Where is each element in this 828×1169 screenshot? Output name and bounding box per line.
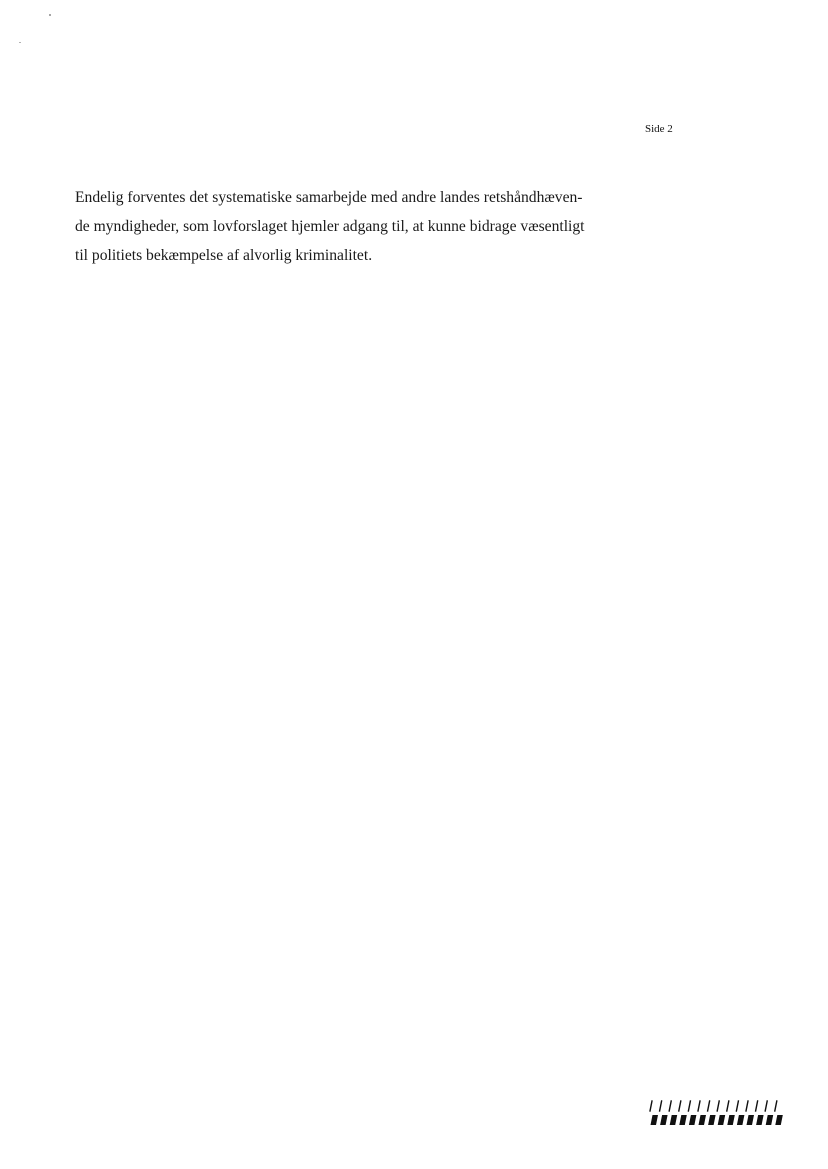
barcode-thick-stripe	[756, 1115, 764, 1125]
barcode-stripes-icon	[648, 1100, 784, 1126]
scan-speck	[49, 14, 51, 16]
barcode-thick-stripe	[660, 1115, 668, 1125]
barcode-thin-stripe	[717, 1101, 719, 1111]
scan-speck	[19, 42, 21, 43]
barcode-thin-stripe	[765, 1101, 767, 1111]
barcode-thin-stripe	[756, 1101, 758, 1111]
barcode-thin-stripe	[746, 1101, 748, 1111]
body-paragraph	[75, 183, 635, 270]
barcode-thin-stripe	[698, 1101, 700, 1111]
page-number: Side 2	[645, 123, 673, 135]
barcode-thin-stripe	[650, 1101, 652, 1111]
barcode-thin-stripe	[688, 1101, 690, 1111]
barcode-thin-stripe	[727, 1101, 729, 1111]
paragraph-line: de myndigheder, som lovforslaget hjemler adgang til, at kunne bidrage væsentligt	[75, 218, 585, 235]
barcode-thick-stripe	[689, 1115, 697, 1125]
barcode-thick-stripe	[747, 1115, 755, 1125]
barcode-thick-stripe	[651, 1115, 659, 1125]
barcode-thick-stripe	[727, 1115, 735, 1125]
barcode-thick-stripe	[699, 1115, 707, 1125]
barcode-thick-stripe	[766, 1115, 774, 1125]
barcode-thin-stripe	[775, 1101, 777, 1111]
barcode-thick-stripe	[670, 1115, 678, 1125]
barcode-thin-stripe	[736, 1101, 738, 1111]
paragraph-line: til politiets bekæmpelse af alvorlig kriminalitet.	[75, 247, 373, 264]
barcode-thick-stripe	[708, 1115, 716, 1125]
barcode-thin-stripe	[679, 1101, 681, 1111]
paragraph-line: Endelig forventes det systematiske samarbejde med andre landes retshåndhæven-	[75, 189, 583, 206]
barcode-thick-stripe	[679, 1115, 687, 1125]
barcode-thick-stripe	[737, 1115, 745, 1125]
barcode-thin-stripe	[669, 1101, 671, 1111]
barcode-thick-stripe	[775, 1115, 783, 1125]
barcode-thick-stripe	[718, 1115, 726, 1125]
barcode-thin-stripe	[660, 1101, 662, 1111]
barcode-thin-stripe	[708, 1101, 710, 1111]
